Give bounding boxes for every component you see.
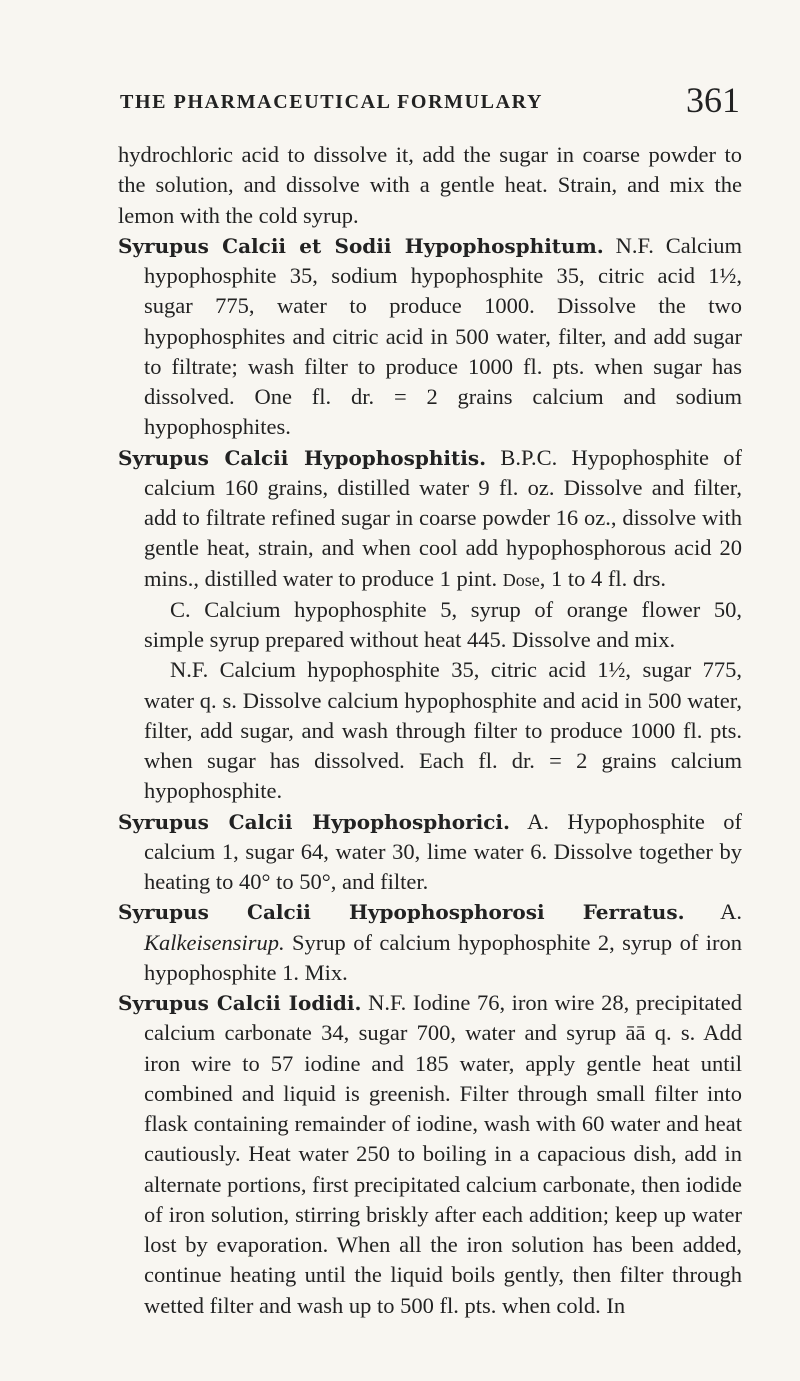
- entry-text: N.F. Calcium hypophosphite 35, sodium hypophosphite 35, citric acid 1½, sugar 775, water to produce 1000. Dissolve the two hypophosphites and citric acid in 500 water, filter, and add sugar to filtrate; wash filter to produce 1000 fl. pts. when sugar has dissolved. One fl. dr. = 2 grains calcium and sodium hypophosphites.: [144, 232, 742, 440]
- entry-text: A.: [684, 899, 742, 925]
- page-number: 361: [686, 80, 740, 120]
- italic-synonym: Kalkeisensirup.: [144, 929, 285, 955]
- entry-calcii-hypophosphorici: [118, 807, 742, 898]
- entry-calcii-iodidi: [118, 988, 742, 1321]
- entry-title: Syrupus Calcii Iodidi.: [118, 991, 362, 1015]
- entry-title: Syrupus Calcii Hypophosphorici.: [118, 809, 510, 834]
- page-body: [118, 140, 742, 1321]
- entry-variant-nf: [118, 655, 742, 806]
- entry-text: , 1 to 4 fl. drs.: [539, 565, 666, 591]
- entry-text: Syrup of calcium hypophosphite 2, syrup of iron hypophosphite 1. Mix.: [144, 929, 742, 985]
- paragraph-continuation: [118, 140, 742, 231]
- entry-title: Syrupus Calcii Hypophosphorosi Ferratus.: [118, 900, 685, 925]
- page-header: [115, 82, 740, 126]
- entry-title: Syrupus Calcii Hypophosphitis.: [118, 445, 487, 470]
- entry-text: C. Calcium hypophosphite 5, syrup of orange flower 50, simple syrup prepared without heat 445. Dissolve and mix.: [144, 596, 742, 652]
- paragraph-text: hydrochloric acid to dissolve it, add the sugar in coarse powder to the solution, and dissolve with a gentle heat. Strain, and mix the lemon with the cold syrup.: [118, 142, 742, 228]
- dose-label: Dose: [502, 569, 540, 590]
- entry-title: Syrupus Calcii et Sodii Hypophosphitum.: [118, 233, 604, 258]
- entry-text: A. Hypophosphite of calcium 1, sugar 64, water 30, lime water 6. Dissolve together by heating to 40° to 50°, and filter.: [144, 808, 743, 894]
- entry-text: B.P.C. Hypophosphite of calcium 160 grains, distilled water 9 fl. oz. Dissolve and filter, add to filtrate refined sugar in coarse powder 16 oz., dissolve with gentle heat, strain, and when cool add hypophosphorous acid 20 mins., distilled water to produce 1 pint.: [144, 444, 742, 591]
- running-title: THE PHARMACEUTICAL FORMULARY: [120, 91, 543, 113]
- entry-text: N.F. Iodine 76, iron wire 28, precipitated calcium carbonate 34, sugar 700, water and syrup āā q. s. Add iron wire to 57 iodine and 185 water, apply gentle heat until combined and liquid is greenish. Filter through small filter into flask containing remainder of iodine, wash with 60 water and heat cautiously. Heat water 250 to boiling in a capacious dish, add in alternate portions, first precipitated calcium carbonate, then iodide of iron solution, stirring briskly after each addition; keep up water lost by evaporation. When all the iron solution has been added, continue heating until the liquid boils gently, then filter through wetted filter and wash up to 500 fl. pts. when cold. In: [144, 990, 742, 1318]
- entry-calcii-hypophosphitis: [118, 443, 742, 595]
- entry-variant-c: [118, 595, 742, 656]
- entry-text: N.F. Calcium hypophosphite 35, citric acid 1½, sugar 775, water q. s. Dissolve calcium hypophosphite and acid in 500 water, filter, add sugar, and wash through filter to produce 1000 fl. pts. when sugar has dissolved. Each fl. dr. = 2 grains calcium hypophosphite.: [144, 657, 742, 804]
- entry-calcii-ferratus: [118, 897, 742, 988]
- entry-calcii-et-sodii: [118, 231, 742, 443]
